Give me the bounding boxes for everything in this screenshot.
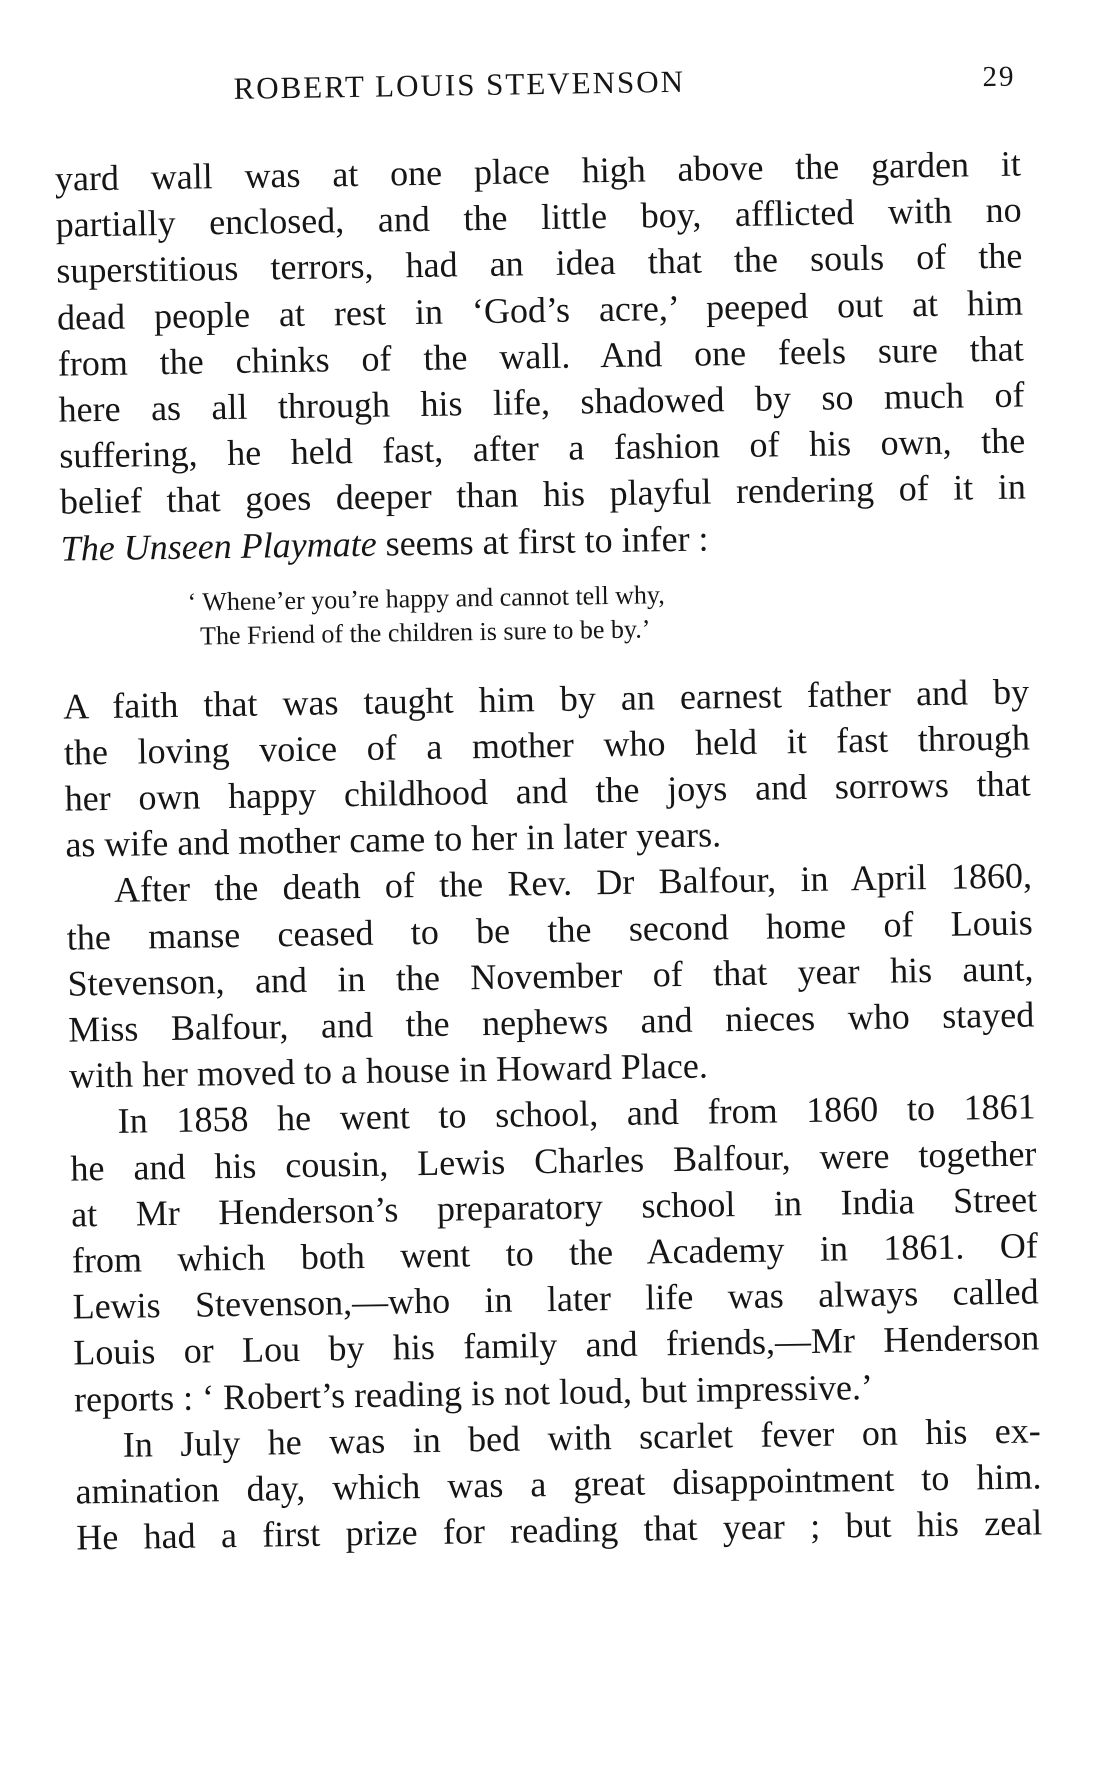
text-line: dead people at rest in ‘God’s acre,’ peeped out at him	[56, 282, 1024, 338]
text-line: A faith that was taught him by an earnest father and by	[62, 671, 1030, 727]
text-line: superstitious terrors, had an idea that the souls of the	[56, 235, 1023, 292]
text-line: suffering, he held fast, after a fashion of his own, the	[58, 420, 1026, 476]
running-title: ROBERT LOUIS STEVENSON	[233, 63, 686, 106]
text-line: amination day, which was a great disappointment to him.	[75, 1456, 1042, 1512]
text-line: he and his cousin, Lewis Charles Balfour, were together	[70, 1132, 1037, 1189]
text-line: He had a first prize for reading that year ; but his zeal	[75, 1502, 1043, 1558]
text-fragment: seems at first to infer :	[376, 517, 709, 564]
verse-quotation	[61, 572, 1028, 655]
text-line: belief that goes deeper than his playful rendering of it in	[59, 466, 1027, 522]
poem-title: The Unseen Playmate	[60, 523, 377, 569]
paragraph-1	[55, 141, 1027, 572]
text-line: as wife and mother came to her in later years.	[65, 814, 722, 865]
text-line: with her moved to a house in Howard Place.	[68, 1045, 709, 1096]
verse-line: The Friend of the children is sure to be by.’	[199, 614, 651, 651]
body-text	[55, 141, 1043, 1561]
running-head	[53, 58, 1024, 123]
text-line: Miss Balfour, and the nephews and nieces who stayed	[67, 994, 1035, 1050]
paragraph-2	[63, 668, 1032, 868]
verse-line: ‘ Whene’er you’re happy and cannot tell why,	[187, 579, 665, 617]
text-line: here as all through his life, shadowed by so much of	[58, 374, 1025, 430]
text-line: Louis or Lou by his family and friends,—Mr Henderson	[73, 1317, 1040, 1373]
text-line: the manse ceased to be the second home of Louis	[66, 902, 1034, 958]
paragraph-4	[69, 1084, 1040, 1422]
text-line: the loving voice of a mother who held it fast through	[63, 717, 1031, 773]
text-line: from the chinks of the wall. And one feels sure that	[57, 328, 1025, 384]
text-line: After the death of the Rev. Dr Balfour, in April 1860,	[113, 855, 1033, 911]
paragraph-5	[74, 1407, 1042, 1561]
text-line: from which both went to the Academy in 1861. Of	[71, 1225, 1039, 1281]
text-line: reports : ‘ Robert’s reading is not loud, but impressive.’	[73, 1366, 874, 1420]
page-number: 29	[982, 60, 1016, 94]
text-line: Stevenson, and in the November of that year his aunt,	[67, 948, 1034, 1004]
paragraph-3	[66, 853, 1036, 1099]
text-line: Lewis Stevenson,—who in later life was always called	[72, 1271, 1039, 1327]
text-line: her own happy childhood and the joys and sorrows that	[64, 763, 1031, 819]
text-line: In July he was in bed with scarlet fever on his ex-	[122, 1410, 1042, 1465]
text-line: yard wall was at one place high above the garden it	[54, 143, 1022, 199]
text-line: In 1858 he went to school, and from 1860 to 1861	[117, 1086, 1036, 1142]
text-line: at Mr Henderson’s preparatory school in India Street	[70, 1179, 1038, 1235]
text-line: partially enclosed, and the little boy, afflicted with no	[55, 189, 1022, 245]
